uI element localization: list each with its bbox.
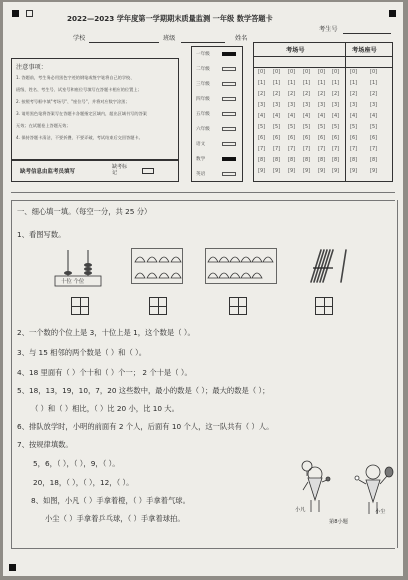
digit-bubble[interactable]: [5] [332, 124, 340, 130]
grade-2-bubble[interactable] [222, 67, 236, 71]
notice-line-4: 3. 请用黑色笔将答案写在答题卡各题指定区域内，超出区域书写的答案 [16, 111, 147, 116]
digit-bubble[interactable]: [5] [350, 124, 358, 130]
subject-chinese: 语文 [196, 142, 206, 147]
abacus-label: 十位 个位 [61, 279, 85, 285]
digit-bubble[interactable]: [0] [288, 69, 296, 75]
digit-bubble[interactable]: [9] [370, 168, 378, 174]
sticks-picture [301, 246, 353, 286]
sheet-title: 2022—2023 学年度第一学期期末质量监测 一年级 数学答题卡 [67, 14, 273, 23]
digit-bubble[interactable]: [1] [258, 80, 266, 86]
digit-bubble[interactable]: [7] [350, 146, 358, 152]
digit-bubble[interactable]: [7] [370, 146, 378, 152]
digit-bubble[interactable]: [8] [370, 157, 378, 163]
digit-bubble[interactable]: [8] [332, 157, 340, 163]
digit-bubble[interactable]: [8] [350, 157, 358, 163]
question-7-row-2: 20，18，（ ），（ ），12，（ ）。 [33, 478, 134, 487]
digit-bubble[interactable]: [6] [350, 135, 358, 141]
notice-line-6: 4. 保持答题卡清洁，不要折叠、不要弄破，考试结束后交回答题卡。 [16, 135, 143, 140]
exam-number-table [253, 42, 393, 182]
absent-mark-bubble[interactable] [142, 168, 154, 174]
digit-bubble[interactable]: [7] [332, 146, 340, 152]
digit-bubble[interactable]: [9] [318, 168, 326, 174]
name-label: 姓名 [235, 35, 248, 42]
subject-math-bubble-filled[interactable] [222, 157, 236, 161]
digit-bubble[interactable]: [3] [332, 102, 340, 108]
digit-bubble-grid [254, 69, 394, 181]
digit-bubble[interactable]: [9] [350, 168, 358, 174]
notice-line-5: 无效；在试题卷上答题无效； [16, 123, 71, 128]
digit-bubble[interactable]: [5] [370, 124, 378, 130]
notice-line-3: 2. 按照考号框中填"考场号"、"座位号"，并将对应数字涂黑； [16, 99, 130, 104]
digit-bubble[interactable]: [4] [350, 113, 358, 119]
digit-bubble[interactable]: [3] [350, 102, 358, 108]
digit-bubble[interactable]: [8] [273, 157, 281, 163]
digit-bubble[interactable]: [5] [273, 124, 281, 130]
grade-1: 一年级 [196, 52, 210, 57]
digit-bubble[interactable]: [1] [318, 80, 326, 86]
section-divider-inner [11, 200, 395, 201]
answer-grid-4[interactable] [315, 297, 333, 315]
left-border [11, 200, 12, 548]
digit-bubble[interactable]: [2] [370, 91, 378, 97]
digit-bubble[interactable]: [3] [273, 102, 281, 108]
grade-5-bubble[interactable] [222, 112, 236, 116]
notice-title: 注意事项： [16, 64, 47, 71]
digit-bubble[interactable]: [8] [318, 157, 326, 163]
digit-bubble[interactable]: [4] [318, 113, 326, 119]
absent-mark-label: 缺考标记 [112, 164, 128, 176]
digit-bubble[interactable]: [2] [258, 91, 266, 97]
question-5-part-1: 5、18，13，19，10，7，20 这些数中，最小的数是（ ）；最大的数是（ ）； [17, 386, 270, 395]
question-5-part-2: （ ）和（ ）相比，（ ）比 20 小，比 10 大。 [31, 404, 179, 413]
digit-bubble[interactable]: [3] [258, 102, 266, 108]
registration-mark-bottom-left [9, 564, 16, 571]
grade-3: 三年级 [196, 82, 210, 87]
digit-bubble[interactable]: [1] [370, 80, 378, 86]
answer-grid-1[interactable] [71, 297, 89, 315]
digit-bubble[interactable]: [1] [332, 80, 340, 86]
digit-bubble[interactable]: [2] [350, 91, 358, 97]
answer-sheet [3, 2, 403, 576]
digit-bubble[interactable]: [5] [303, 124, 311, 130]
digit-bubble[interactable]: [7] [273, 146, 281, 152]
question-4: 4、18 里面有（ ）个十和（ ）个一； 2 个十是（ ）。 [17, 368, 192, 377]
digit-bubble[interactable]: [6] [332, 135, 340, 141]
digit-bubble[interactable]: [0] [258, 69, 266, 75]
figure-caption: 第8小题 [329, 519, 348, 525]
digit-bubble[interactable]: [4] [332, 113, 340, 119]
exam-room-header: 考场号 [286, 47, 305, 54]
school-line [89, 42, 159, 43]
digit-bubble[interactable]: [9] [332, 168, 340, 174]
question-1: 1、看图写数。 [17, 230, 66, 239]
digit-bubble[interactable]: [0] [273, 69, 281, 75]
digit-bubble[interactable]: [5] [258, 124, 266, 130]
subject-english: 英语 [196, 172, 206, 177]
digit-bubble[interactable]: [8] [288, 157, 296, 163]
digit-bubble[interactable]: [3] [370, 102, 378, 108]
section-divider-top [11, 192, 395, 193]
subject-chinese-bubble[interactable] [222, 142, 236, 146]
digit-bubble[interactable]: [4] [288, 113, 296, 119]
digit-bubble[interactable]: [5] [318, 124, 326, 130]
grade-1-bubble-filled[interactable] [222, 52, 236, 56]
question-6: 6、排队放学时，小明的前面有 2 个人，后面有 10 个人，这一队共有（ ）人。 [17, 422, 274, 431]
grade-6: 六年级 [196, 127, 210, 132]
notice-line-2: 班级、姓名、考生号、试室号和座位号填写在答题卡相应的位置上； [16, 87, 142, 92]
notice-line-1: 1. 答题前，考生务必用黑色字迹的钢笔或签字笔将自己的学校、 [16, 75, 135, 80]
cupcakes-picture-large [205, 248, 277, 284]
digit-bubble[interactable]: [8] [303, 157, 311, 163]
digit-bubble[interactable]: [3] [288, 102, 296, 108]
digit-bubble[interactable]: [2] [303, 91, 311, 97]
grade-subject-box [191, 46, 243, 182]
registration-mark-top-left [12, 10, 19, 17]
grade-4: 四年级 [196, 97, 210, 102]
digit-bubble[interactable]: [8] [258, 157, 266, 163]
digit-bubble[interactable]: [4] [303, 113, 311, 119]
child-name-xiaofan: 小凡 [295, 507, 306, 513]
digit-bubble[interactable]: [0] [318, 69, 326, 75]
grade-3-bubble[interactable] [222, 82, 236, 86]
digit-bubble[interactable]: [2] [318, 91, 326, 97]
absent-box [11, 160, 179, 182]
subject-math: 数学 [196, 157, 206, 162]
grade-5: 五年级 [196, 112, 210, 117]
registration-box [26, 10, 33, 17]
digit-bubble[interactable]: [1] [303, 80, 311, 86]
digit-bubble[interactable]: [7] [303, 146, 311, 152]
section1-title: 一、细心填一填。（每空一分，共 25 分） [17, 207, 152, 216]
notice-box [11, 58, 179, 160]
digit-bubble[interactable]: [6] [303, 135, 311, 141]
question-3: 3、与 15 相邻的两个数是（ ）和（ ）。 [17, 348, 147, 357]
digit-bubble[interactable]: [6] [288, 135, 296, 141]
digit-bubble[interactable]: [2] [332, 91, 340, 97]
digit-bubble[interactable]: [4] [370, 113, 378, 119]
examno-line [343, 33, 391, 34]
subject-english-bubble[interactable] [222, 172, 236, 176]
digit-bubble[interactable]: [9] [273, 168, 281, 174]
exam-table-entry-line [254, 67, 392, 68]
school-label: 学校 [73, 35, 86, 42]
digit-bubble[interactable]: [3] [318, 102, 326, 108]
digit-bubble[interactable]: [1] [288, 80, 296, 86]
digit-bubble[interactable]: [5] [288, 124, 296, 130]
exam-seat-header: 考场座号 [352, 47, 377, 54]
grade-6-bubble[interactable] [222, 127, 236, 131]
digit-bubble[interactable]: [6] [318, 135, 326, 141]
question-2: 2、一个数的个位上是 3，十位上是 1，这个数是（ ）。 [17, 328, 195, 337]
digit-bubble[interactable]: [4] [258, 113, 266, 119]
answer-grid-3[interactable] [229, 297, 247, 315]
digit-bubble[interactable]: [1] [273, 80, 281, 86]
absent-label: 缺考信息由监考员填写 [20, 169, 76, 175]
digit-bubble[interactable]: [9] [288, 168, 296, 174]
digit-bubble[interactable]: [7] [288, 146, 296, 152]
examno-label: 考生号 [319, 26, 338, 33]
grade-4-bubble[interactable] [222, 97, 236, 101]
digit-bubble[interactable]: [7] [258, 146, 266, 152]
digit-bubble[interactable]: [6] [273, 135, 281, 141]
grade-2: 二年级 [196, 67, 210, 72]
digit-bubble[interactable]: [7] [318, 146, 326, 152]
digit-bubble[interactable]: [9] [303, 168, 311, 174]
cupcakes-picture-small [131, 248, 183, 284]
right-border [397, 200, 398, 548]
bottom-divider [11, 548, 395, 549]
digit-bubble[interactable]: [2] [288, 91, 296, 97]
question-8-part-1: 8、如图，小凡（ ）手拿着橙，（ ）手拿着气球。 [31, 496, 190, 505]
digit-bubble[interactable]: [0] [303, 69, 311, 75]
digit-bubble[interactable]: [6] [258, 135, 266, 141]
child-name-xiaochen: 小尘 [375, 509, 386, 515]
registration-mark-top-right [389, 10, 396, 17]
digit-bubble[interactable]: [3] [303, 102, 311, 108]
digit-bubble[interactable]: [6] [370, 135, 378, 141]
question-7-row-1: 5，6，（ ），（ ），9，（ ）。 [33, 459, 120, 468]
digit-bubble[interactable]: [0] [332, 69, 340, 75]
digit-bubble[interactable]: [1] [350, 80, 358, 86]
class-label: 班级 [163, 35, 176, 42]
class-line [181, 42, 225, 43]
exam-table-header-line [254, 56, 392, 57]
question-7: 7、按规律填数。 [17, 440, 73, 449]
digit-bubble[interactable]: [0] [350, 69, 358, 75]
digit-bubble[interactable]: [0] [370, 69, 378, 75]
answer-grid-2[interactable] [149, 297, 167, 315]
digit-bubble[interactable]: [9] [258, 168, 266, 174]
question-8-part-2: 小尘（ ）手拿着乒乓球，（ ）手拿着球拍。 [45, 514, 185, 523]
digit-bubble[interactable]: [2] [273, 91, 281, 97]
digit-bubble[interactable]: [4] [273, 113, 281, 119]
